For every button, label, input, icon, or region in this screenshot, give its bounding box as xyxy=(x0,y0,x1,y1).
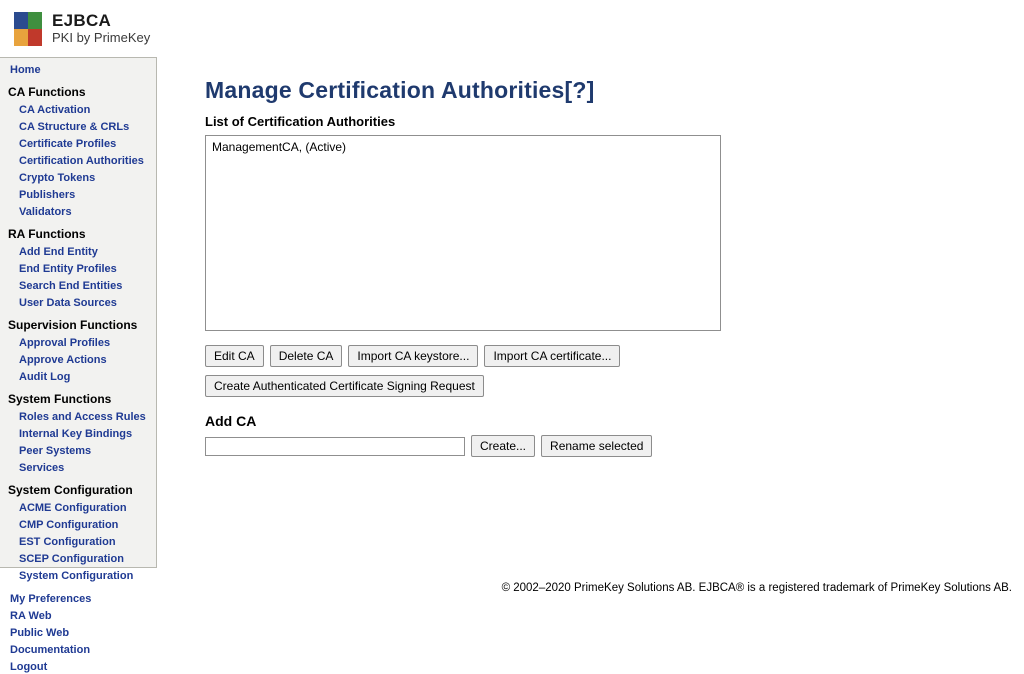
sidebar-item-end-entity-profiles[interactable]: End Entity Profiles xyxy=(19,263,117,275)
sidebar-item-crypto-tokens[interactable]: Crypto Tokens xyxy=(19,172,96,184)
main-content xyxy=(157,57,1024,457)
sidebar-item-certification-authorities[interactable]: Certification Authorities xyxy=(19,155,144,167)
app-header xyxy=(0,0,1024,57)
ca-list-section-title: List of Certification Authorities xyxy=(205,114,396,129)
rename-selected-button[interactable]: Rename selected xyxy=(541,435,652,457)
sidebar-item-peer-systems[interactable]: Peer Systems xyxy=(19,445,92,457)
sidebar-item-documentation[interactable]: Documentation xyxy=(10,644,91,656)
create-authenticated-csr-button[interactable]: Create Authenticated Certificate Signing Request xyxy=(205,375,484,397)
sidebar-item-audit-log[interactable]: Audit Log xyxy=(19,371,71,383)
sidebar-item-validators[interactable]: Validators xyxy=(19,206,72,218)
import-ca-certificate-button[interactable]: Import CA certificate... xyxy=(484,345,620,367)
list-item[interactable]: ManagementCA, (Active) xyxy=(212,140,347,154)
ca-list-box[interactable] xyxy=(205,135,721,331)
sidebar-item-add-end-entity[interactable]: Add End Entity xyxy=(19,246,98,258)
create-ca-button[interactable]: Create... xyxy=(471,435,535,457)
sidebar-group-ra-functions-title: RA Functions xyxy=(8,227,86,241)
sidebar-item-public-web[interactable]: Public Web xyxy=(10,627,70,639)
sidebar-item-approve-actions[interactable]: Approve Actions xyxy=(19,354,107,366)
sidebar-item-search-end-entities[interactable]: Search End Entities xyxy=(19,280,123,292)
sidebar-item-home[interactable]: Home xyxy=(10,64,41,76)
sidebar-item-ca-activation[interactable]: CA Activation xyxy=(19,104,91,116)
sidebar-item-acme-configuration[interactable]: ACME Configuration xyxy=(19,502,127,514)
import-ca-keystore-button[interactable]: Import CA keystore... xyxy=(348,345,478,367)
ejbca-logo-icon xyxy=(14,12,42,46)
sidebar-item-roles-and-access-rules[interactable]: Roles and Access Rules xyxy=(19,411,146,423)
csr-button-row xyxy=(205,375,1024,397)
sidebar-item-certificate-profiles[interactable]: Certificate Profiles xyxy=(19,138,117,150)
sidebar-item-ra-web[interactable]: RA Web xyxy=(10,610,52,622)
sidebar-item-my-preferences[interactable]: My Preferences xyxy=(10,593,92,605)
page-title: Manage Certification Authorities[?] xyxy=(205,77,595,103)
sidebar-item-internal-key-bindings[interactable]: Internal Key Bindings xyxy=(19,428,133,440)
sidebar-nav xyxy=(0,57,157,673)
brand-subtitle: PKI by PrimeKey xyxy=(52,30,151,45)
sidebar-item-user-data-sources[interactable]: User Data Sources xyxy=(19,297,117,309)
sidebar-item-est-configuration[interactable]: EST Configuration xyxy=(19,536,116,548)
sidebar-item-ca-structure-crls[interactable]: CA Structure & CRLs xyxy=(19,121,130,133)
sidebar-group-ca-functions-title: CA Functions xyxy=(8,85,86,99)
footer-copyright: © 2002–2020 PrimeKey Solutions AB. EJBCA® is a registered trademark of PrimeKey Solutions AB. xyxy=(501,582,1012,594)
sidebar-item-publishers[interactable]: Publishers xyxy=(19,189,76,201)
delete-ca-button[interactable]: Delete CA xyxy=(270,345,343,367)
sidebar-item-system-configuration[interactable]: System Configuration xyxy=(19,570,134,582)
brand-text-block xyxy=(52,11,150,46)
add-ca-row xyxy=(205,435,1024,457)
add-ca-name-input[interactable] xyxy=(205,437,465,456)
sidebar-item-scep-configuration[interactable]: SCEP Configuration xyxy=(19,553,124,565)
sidebar-item-services[interactable]: Services xyxy=(19,462,65,474)
sidebar-group-supervision-functions-title: Supervision Functions xyxy=(8,318,138,332)
sidebar-item-logout[interactable]: Logout xyxy=(10,661,48,673)
sidebar-group-system-functions-title: System Functions xyxy=(8,392,112,406)
sidebar-item-cmp-configuration[interactable]: CMP Configuration xyxy=(19,519,119,531)
sidebar-item-approval-profiles[interactable]: Approval Profiles xyxy=(19,337,111,349)
add-ca-section-title: Add CA xyxy=(205,413,257,429)
sidebar-group-system-configuration-title: System Configuration xyxy=(8,483,133,497)
ca-action-button-row xyxy=(205,345,1024,367)
brand-title: EJBCA xyxy=(52,11,112,30)
edit-ca-button[interactable]: Edit CA xyxy=(205,345,264,367)
